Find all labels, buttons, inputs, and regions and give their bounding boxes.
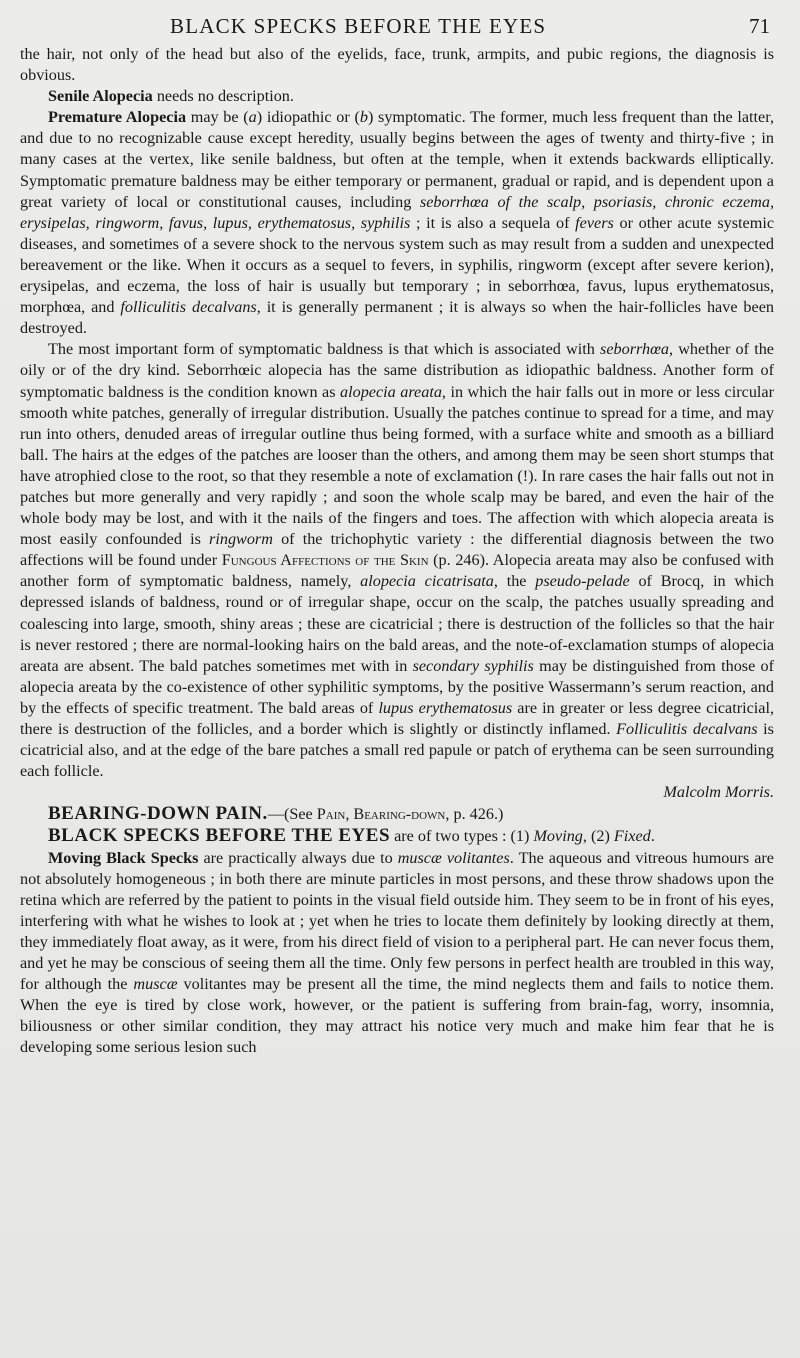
- paragraph-senile-alopecia: [20, 86, 774, 107]
- italic-term: lupus erythematosus: [378, 698, 513, 717]
- paragraph-text: the hair, not only of the head but also of the eyelids, face, trunk, armpits, and pubic regions, the diagnosis is obvious.: [20, 45, 774, 85]
- italic-term: folliculitis decalvans: [120, 298, 257, 317]
- text-run: , it is generally permanent ; it is always so when the hair-follicles have been destroyed.: [20, 298, 774, 338]
- text-run: may be (: [186, 108, 249, 127]
- page-number: 71: [749, 14, 770, 38]
- text-run: of Brocq, in which depressed islands of baldness, round or of irregular shape, occur on the scalp, the patches usually spreading and coalescing into large, smooth, shiny areas ; these are cicatricial ; there is destruction of the follicles so that the hair is never restored ; there are normal-looking hairs on the bald areas, and the note-of-exclamation stumps of alopecia areata are absent. The bald patches sometimes met with in: [20, 572, 774, 675]
- paragraph-symptomatic-baldness: [20, 339, 774, 782]
- author-signature: Malcolm Morris.: [663, 783, 774, 802]
- text-run: are practically always due to: [198, 848, 398, 867]
- running-header: [0, 14, 800, 38]
- italic-term: muscæ: [133, 975, 178, 994]
- cross-reference: Pain, Bearing-down: [316, 805, 446, 824]
- italic-term: secondary syphilis: [412, 656, 534, 675]
- cross-reference: Fungous Affections of the Skin: [221, 551, 429, 570]
- text-run: , whether of the oily or of the dry kind. Seborrhœic alopecia has the same distribution as idiopathic baldness. Another form of symptomatic baldness is the condition known as: [20, 340, 774, 401]
- text-run: is cicatricial also, and at the edge of the bare patches a small red papule or patch of erythema can be seen surrounding each follicle.: [20, 720, 774, 781]
- text-run: (p. 246). Alopecia areata may also be confused with another form of symptomatic baldness, namely,: [20, 551, 775, 591]
- italic-disease-list: seborrhœa of the scalp, psoriasis, chronic eczema, erysipelas, ringworm, favus, lupus, erythematosus, syphilis: [20, 192, 774, 232]
- paragraph-premature-alopecia: [20, 107, 774, 339]
- italic-term: pseudo-pelade: [535, 572, 630, 591]
- run-in-heading-senile: Senile Alopecia: [48, 87, 153, 106]
- run-in-heading-moving: Moving Black Specks: [48, 848, 199, 867]
- run-in-heading-premature: Premature Alopecia: [48, 108, 187, 127]
- text-run: volitantes may be present all the time, the mind neglects them and fails to notice them. When the eye is tired by close work, however, or the patient is suffering from brain-fag, worry, insomnia, biliousness or other similar condition, they may attract his notice very much and make him fear that he is developing some serious lesion such: [20, 975, 774, 1057]
- paragraph-moving-specks: [20, 848, 774, 1059]
- text-run: The most important form of symptomatic baldness is that which is associated with: [48, 340, 601, 359]
- entry-bearing-down-pain: [20, 803, 774, 825]
- text-run: , p. 426.): [445, 805, 504, 824]
- text-run: may be distinguished from those of alopecia areata by the co-existence of other syphilitic symptoms, by the positive Wassermann’s serum reaction, and by the effects of specific treatment. The bald areas of: [20, 656, 775, 717]
- italic-term: Fixed: [613, 827, 651, 846]
- text-run: ) symptomatic. The former, much less frequent than the latter, and due to no recognizable cause except heredity, usually begins between the ages of twenty and thirty-five ; in many cases at the vertex, like senile baldness, but often at the temple, when it extends backwards elliptically. Symptomatic premature baldness may be either temporary or permanent, gradual or rapid, and is dependent upon a great variety of local or constitutional causes, including: [20, 108, 774, 211]
- text-run: ; it is also a sequela of: [410, 213, 576, 232]
- entry-heading: BLACK SPECKS BEFORE THE EYES: [48, 825, 391, 847]
- entry-heading: BEARING-DOWN PAIN.: [48, 803, 268, 825]
- italic-term: Folliculitis decalvans: [616, 720, 758, 738]
- paragraph-continuation: [20, 44, 774, 86]
- italic-term: muscæ volitantes: [397, 848, 510, 867]
- text-run: —(See: [267, 805, 317, 824]
- entry-black-specks: [20, 825, 774, 847]
- text-run: of the trichophytic variety : the differential diagnosis between the two affections will be found under: [20, 530, 774, 570]
- text-run: or other acute systemic diseases, and sometimes of a severe shock to the nervous system such as may result from a sudden and unexpected bereavement or the like. When it occurs as a sequel to fevers, in syphilis, ringworm (except after severe kerion), erysipelas, and eczema, the loss of hair is usually but temporary ; in seborrhœa, favus, lupus erythematosus, morphœa, and: [20, 213, 774, 317]
- italic-term: alopecia areata: [340, 382, 442, 401]
- italic-term: alopecia cicatrisata: [360, 572, 494, 591]
- italic-term: seborrhœa: [600, 340, 669, 359]
- running-title: BLACK SPECKS BEFORE THE EYES: [170, 14, 547, 38]
- text-run: , the: [493, 572, 536, 591]
- text-run: ) idiopathic or (: [256, 108, 360, 127]
- text-run: are in greater or less degree cicatricial, there is destruction of the follicles, and a border which is slightly or distinctly inflamed.: [20, 698, 775, 738]
- paragraph-text: needs no description.: [152, 87, 294, 106]
- italic-letter: b: [359, 108, 368, 127]
- text-run: , (2): [582, 827, 614, 846]
- italic-letter: a: [248, 108, 257, 127]
- italic-term: fevers: [575, 213, 614, 232]
- text-run: . The aqueous and vitreous humours are not absolutely homogeneous ; in both there are minute particles in most persons, and these throw shadows upon the retina which are referred by the patient to points in the visual field outside him. They seem to be in front of his eyes, interfering with what he wishes to look at ; yet when he tries to locate them definitely by looking directly at them, they immediately float away, as it were, from his direct field of vision to a peripheral part. He can never focus them, and yet he may be conscious of seeing them all the time. Only few persons in perfect health are troubled in this way, for although the: [20, 848, 774, 994]
- body-text: [20, 44, 774, 1059]
- text-run: .: [650, 827, 655, 846]
- text-run: , in which the hair falls out in more or less circular smooth white patches, generally of irregular distribution. Usually the patches continue to spread for a time, and may run into others, denuded areas of irregular outline thus being formed, with a surface white and smooth as a billiard ball. The hairs at the edges of the patches are looser than the others, and among them may be seen short stumps that have atrophied close to the root, so that they resemble a note of exclamation (!). In rare cases the hair falls out not in patches but more generally and very rapidly ; and soon the whole scalp may be bared, and even the hair of the whole body may be lost, and with it the nails of the fingers and toes. The affection with which alopecia areata is most easily confounded is: [20, 382, 774, 549]
- italic-term: Moving: [533, 827, 583, 846]
- italic-term: ringworm: [209, 530, 273, 549]
- text-run: are of two types : (1): [390, 827, 534, 846]
